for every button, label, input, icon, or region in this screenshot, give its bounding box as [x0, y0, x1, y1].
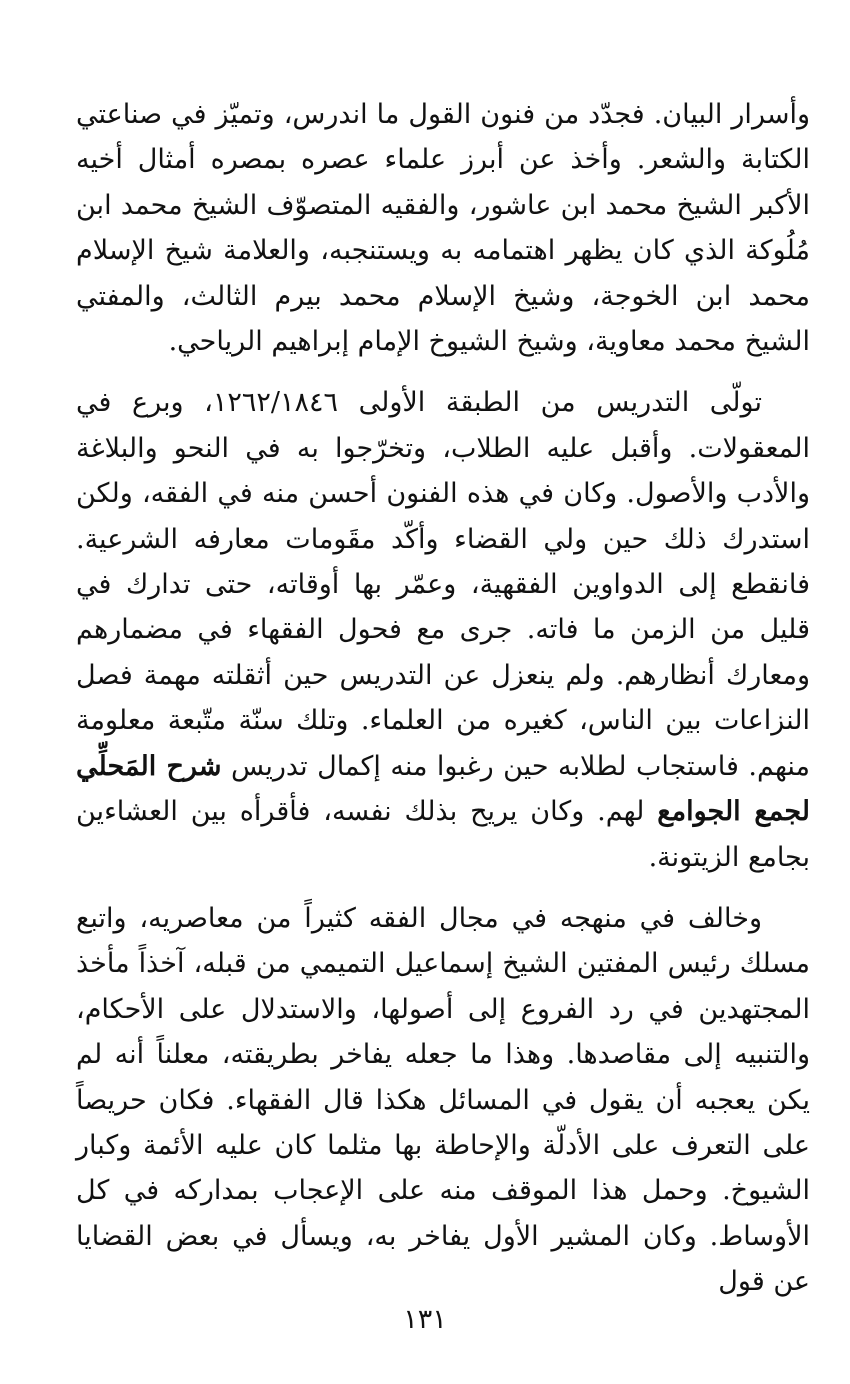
page-number: ١٣١: [403, 1304, 447, 1335]
paragraph-2: [76, 380, 810, 879]
paragraph-3-text: وخالف في منهجه في مجال الفقه كثيراً من معاصريه، واتبع مسلك رئيس المفتين الشيخ إسماعيل التميمي من قبله، آخذاً مأخذ المجتهدين في رد الفروع إلى أصولها، والاستدلال على الأحكام، والتنبيه إلى مقاصدها. وهذا ما جعله يفاخر بطريقته، معلناً أنه لم يكن يعجبه أن يقول في المسائل هكذا قال الفقهاء. فكان حريصاً على التعرف على الأدلّة والإحاطة بها مثلما كان عليه الأئمة وكبار الشيوخ. وحمل هذا الموقف منه على الإعجاب بمداركه في كل الأوساط. وكان المشير الأول يفاخر به، ويسأل في بعض القضايا عن قول: [76, 902, 810, 1298]
paragraph-1: [76, 92, 810, 364]
book-title: شرح المَحلِّي لجمع الجوامع: [76, 750, 810, 828]
paragraph-2-text-before: تولّى التدريس من الطبقة الأولى ١٢٦٢/١٨٤٦، وبرع في المعقولات. وأقبل عليه الطلاب، وتخرّجوا به في النحو والبلاغة والأدب والأصول. وكان في هذه الفنون أحسن منه في الفقه، ولكن استدرك ذلك حين ولي القضاء وأكّد مقَومات معارفه الشرعية. فانقطع إلى الدواوين الفقهية، وعمّر بها أوقاته، حتى تدارك في قليل من الزمن ما فاته. جرى مع فحول الفقهاء في مضمارهم ومعارك أنظارهم. ولم ينعزل عن التدريس حين أثقلته مهمة فصل النزاعات بين الناس، كغيره من العلماء. وتلك سنّة متّبعة معلومة منهم. فاستجاب لطلابه حين رغبوا منه إكمال تدريس: [76, 387, 810, 782]
paragraph-3: [76, 896, 810, 1305]
paragraph-2-text-after: لهم. وكان يريح بذلك نفسه، فأقرأه بين العشاءين بجامع الزيتونة.: [76, 796, 810, 873]
page-body: [76, 92, 810, 1305]
paragraph-1-text: وأسرار البيان. فجدّد من فنون القول ما اندرس، وتميّز في صناعتي الكتابة والشعر. وأخذ عن أبرز علماء عصره بمصره أمثال أخيه الأكبر الشيخ محمد ابن عاشور، والفقيه المتصوّف الشيخ محمد ابن مُلُوكة الذي كان يظهر اهتمامه به ويستنجبه، والعلامة شيخ الإسلام محمد ابن الخوجة، وشيخ الإسلام محمد بيرم الثالث، والمفتي الشيخ محمد معاوية، وشيخ الشيوخ الإمام إبراهيم الرياحي.: [76, 99, 810, 358]
